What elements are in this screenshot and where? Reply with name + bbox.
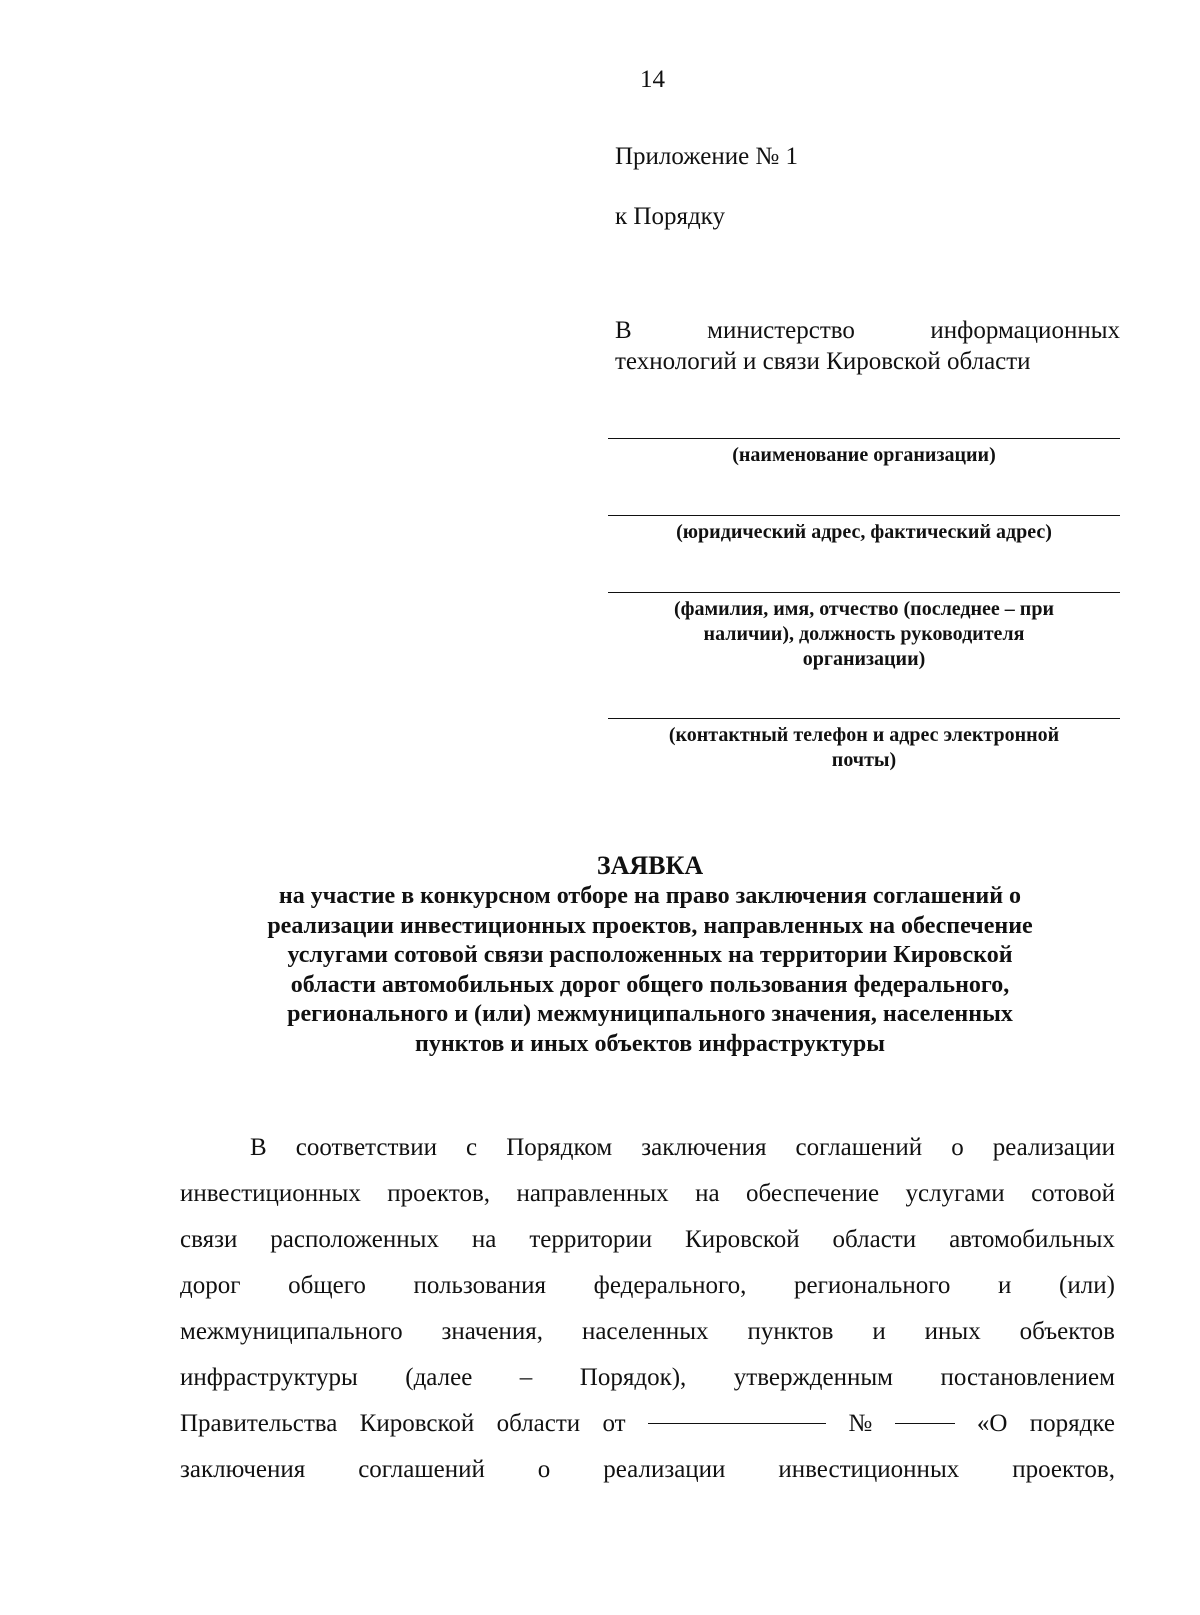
word: – [519, 1364, 533, 1391]
word: области [496, 1410, 581, 1437]
word: иных [924, 1318, 981, 1345]
word: инвестиционных [180, 1180, 361, 1207]
word: общего [288, 1272, 366, 1299]
word: и [872, 1318, 886, 1345]
annex-number: Приложение № 1 [615, 143, 799, 170]
document-heading: ЗАЯВКА [596, 851, 704, 880]
subtitle-line: услугами сотовой связи расположенных на территории Кировской [287, 942, 1013, 968]
page-number: 14 [640, 66, 665, 93]
word: межмуниципального [180, 1318, 403, 1345]
word: реализации [992, 1134, 1115, 1161]
field-caption [608, 723, 1120, 773]
word: сотовой [1031, 1180, 1115, 1207]
word: услугами [905, 1180, 1005, 1207]
subtitle-line: регионального и (или) межмуниципального значения, населенных [287, 1001, 1013, 1027]
addressee-word: министерство [707, 317, 855, 344]
word: территории [529, 1226, 653, 1253]
document-subtitle [180, 882, 1120, 1059]
caption-line: почты) [831, 749, 897, 771]
word: реализации [603, 1456, 726, 1483]
subtitle-line: пунктов и иных объектов инфраструктуры [414, 1030, 885, 1057]
body-line [180, 1401, 1115, 1447]
word: обеспечение [746, 1180, 880, 1207]
number-blank [895, 1401, 955, 1424]
word: соглашений [358, 1456, 485, 1483]
word: с [466, 1134, 478, 1161]
body-line [180, 1447, 1115, 1493]
word: и [998, 1272, 1012, 1299]
word: значения, [441, 1318, 544, 1345]
word: соответствии [295, 1134, 437, 1161]
word: постановлением [940, 1364, 1115, 1391]
fill-in-line [608, 438, 1120, 439]
word: объектов [1019, 1318, 1115, 1345]
body-paragraph [180, 1125, 1115, 1493]
subtitle-line: реализации инвестиционных проектов, направленных на обеспечение [267, 912, 1033, 939]
body-line [180, 1125, 1115, 1171]
word: проектов, [1012, 1456, 1115, 1483]
caption-line: (фамилия, имя, отчество (последнее – при [674, 598, 1054, 620]
caption-line: наличии), должность руководителя [703, 623, 1025, 645]
application-title [180, 850, 1120, 1059]
addressee-line-1 [615, 315, 1120, 346]
field-caption [608, 597, 1120, 672]
organization-name-field [608, 438, 1120, 468]
word: заключения [180, 1456, 306, 1483]
word: о [537, 1456, 551, 1483]
word: о [951, 1134, 964, 1161]
word: от [602, 1410, 626, 1437]
body-line [180, 1171, 1115, 1217]
word: утвержденным [733, 1364, 893, 1391]
word: на [471, 1226, 497, 1253]
word: (далее [405, 1364, 473, 1391]
word: автомобильных [949, 1226, 1115, 1253]
word: В [250, 1134, 267, 1161]
word: дорог [180, 1272, 241, 1299]
body-line [180, 1355, 1115, 1401]
word: пользования [413, 1272, 546, 1299]
annex-reference: к Порядку [615, 203, 725, 230]
body-line [180, 1309, 1115, 1355]
field-caption [608, 443, 1120, 468]
word: федерального, [593, 1272, 747, 1299]
word: населенных [581, 1318, 709, 1345]
fill-in-line [608, 718, 1120, 719]
fill-in-line [608, 515, 1120, 516]
word: направленных [516, 1180, 669, 1207]
address-field [608, 515, 1120, 545]
word: Кировской [685, 1226, 800, 1253]
head-name-field [608, 592, 1120, 672]
word: на [695, 1180, 720, 1207]
word: Порядком [506, 1134, 613, 1161]
body-line [180, 1263, 1115, 1309]
word: Кировской [359, 1410, 475, 1437]
word: заключения [641, 1134, 767, 1161]
number-sign: № [848, 1410, 873, 1437]
word: проектов, [387, 1180, 491, 1207]
word: Порядок), [579, 1364, 687, 1391]
word: связи [180, 1226, 238, 1253]
addressee-line-2: технологий и связи Кировской области [615, 348, 1031, 375]
word: «О [976, 1410, 1008, 1437]
word: Правительства [180, 1410, 338, 1437]
word: регионального [794, 1272, 951, 1299]
field-caption [608, 520, 1120, 545]
word: расположенных [270, 1226, 439, 1253]
word: порядке [1029, 1410, 1115, 1437]
word: области [832, 1226, 917, 1253]
word: (или) [1059, 1272, 1115, 1299]
contact-field [608, 718, 1120, 773]
word: инфраструктуры [180, 1364, 358, 1391]
word: соглашений [795, 1134, 923, 1161]
caption-line: (контактный телефон и адрес электронной [668, 724, 1060, 746]
body-line [180, 1217, 1115, 1263]
caption-line: (наименование организации) [732, 444, 996, 466]
addressee [615, 315, 1120, 377]
addressee-word: В [615, 317, 632, 344]
subtitle-line: на участие в конкурсном отборе на право заключения соглашений о [278, 883, 1022, 909]
date-blank [648, 1401, 826, 1424]
word: инвестиционных [778, 1456, 960, 1483]
word: пунктов [747, 1318, 834, 1345]
subtitle-line: области автомобильных дорог общего пользования федерального, [290, 971, 1010, 998]
caption-line: (юридический адрес, фактический адрес) [676, 521, 1052, 543]
caption-line: организации) [802, 648, 926, 670]
addressee-word: информационных [930, 317, 1120, 344]
fill-in-line [608, 592, 1120, 593]
